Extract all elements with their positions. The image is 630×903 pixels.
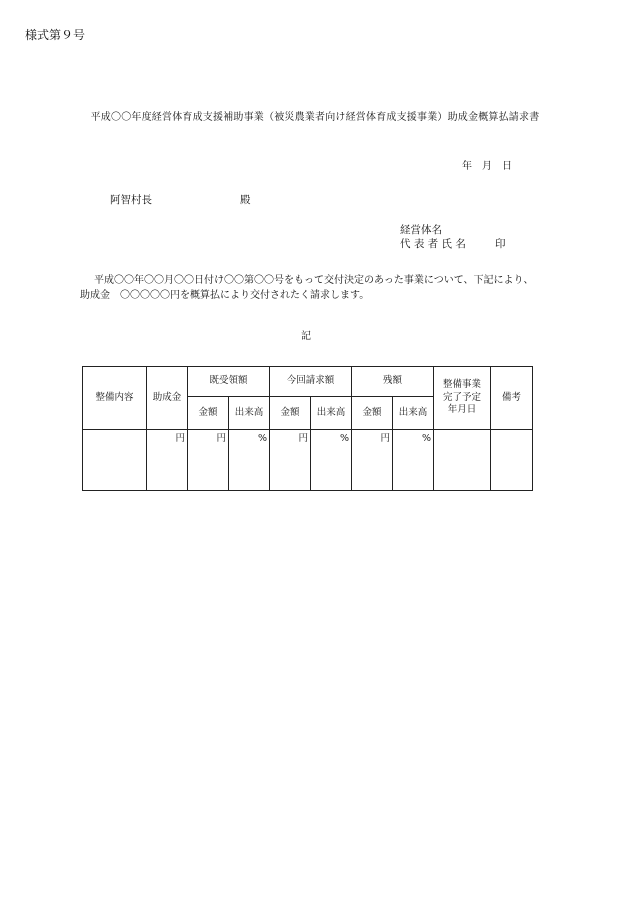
- header-completion-line-1: 整備事業: [443, 378, 482, 390]
- cell-current-amount-unit: 円: [270, 430, 311, 491]
- header-current: 今回請求額: [270, 367, 352, 397]
- header-received: 既受領額: [188, 367, 270, 397]
- header-completion-line-3: 年月日: [447, 404, 477, 416]
- sub-header-current-amount: 金額: [270, 397, 311, 430]
- header-completion: [434, 367, 491, 430]
- document-title: 平成〇〇年度経営体育成支援補助事業（被災農業者向け経営体育成支援事業）助成金概算払請求書: [90, 112, 540, 123]
- sub-header-received-progress: 出来高: [229, 397, 270, 430]
- sub-header-current-progress: 出来高: [311, 397, 352, 430]
- representative-name-label: 代 表 者 氏 名: [400, 238, 466, 250]
- date-line: 年 月 日: [462, 161, 512, 172]
- header-completion-line-2: 完了予定: [443, 391, 482, 403]
- cell-content: [83, 430, 147, 491]
- body-text-line-2: 助成金 〇〇〇〇〇円を概算払により交付されたく請求します。: [80, 290, 370, 301]
- cell-received-amount-unit: 円: [188, 430, 229, 491]
- sub-header-received-amount: 金額: [188, 397, 229, 430]
- header-remaining: 残額: [352, 367, 434, 397]
- cell-remaining-amount-unit: 円: [352, 430, 393, 491]
- addressee-honorific: 殿: [240, 194, 251, 206]
- header-content: 整備内容: [83, 367, 147, 430]
- seal-mark: 印: [495, 238, 506, 250]
- form-number: 様式第９号: [25, 28, 86, 42]
- cell-subsidy-unit: 円: [147, 430, 188, 491]
- cell-completion: [434, 430, 491, 491]
- entity-name-label: 経営体名: [400, 224, 442, 236]
- body-text-line-1: 平成〇〇年〇〇月〇〇日付け〇〇第〇〇号をもって交付決定のあった事業について、下記により、: [94, 275, 534, 286]
- header-subsidy: 助成金: [147, 367, 188, 430]
- cell-current-progress-unit: %: [311, 430, 352, 491]
- cell-received-progress-unit: %: [229, 430, 270, 491]
- sub-header-remaining-progress: 出来高: [393, 397, 434, 430]
- sub-header-remaining-amount: 金額: [352, 397, 393, 430]
- header-remarks: 備考: [491, 367, 533, 430]
- ki-heading: 記: [301, 331, 311, 342]
- cell-remaining-progress-unit: %: [393, 430, 434, 491]
- request-table: [82, 366, 533, 491]
- cell-remarks: [491, 430, 533, 491]
- addressee-name: 阿智村長: [110, 194, 152, 206]
